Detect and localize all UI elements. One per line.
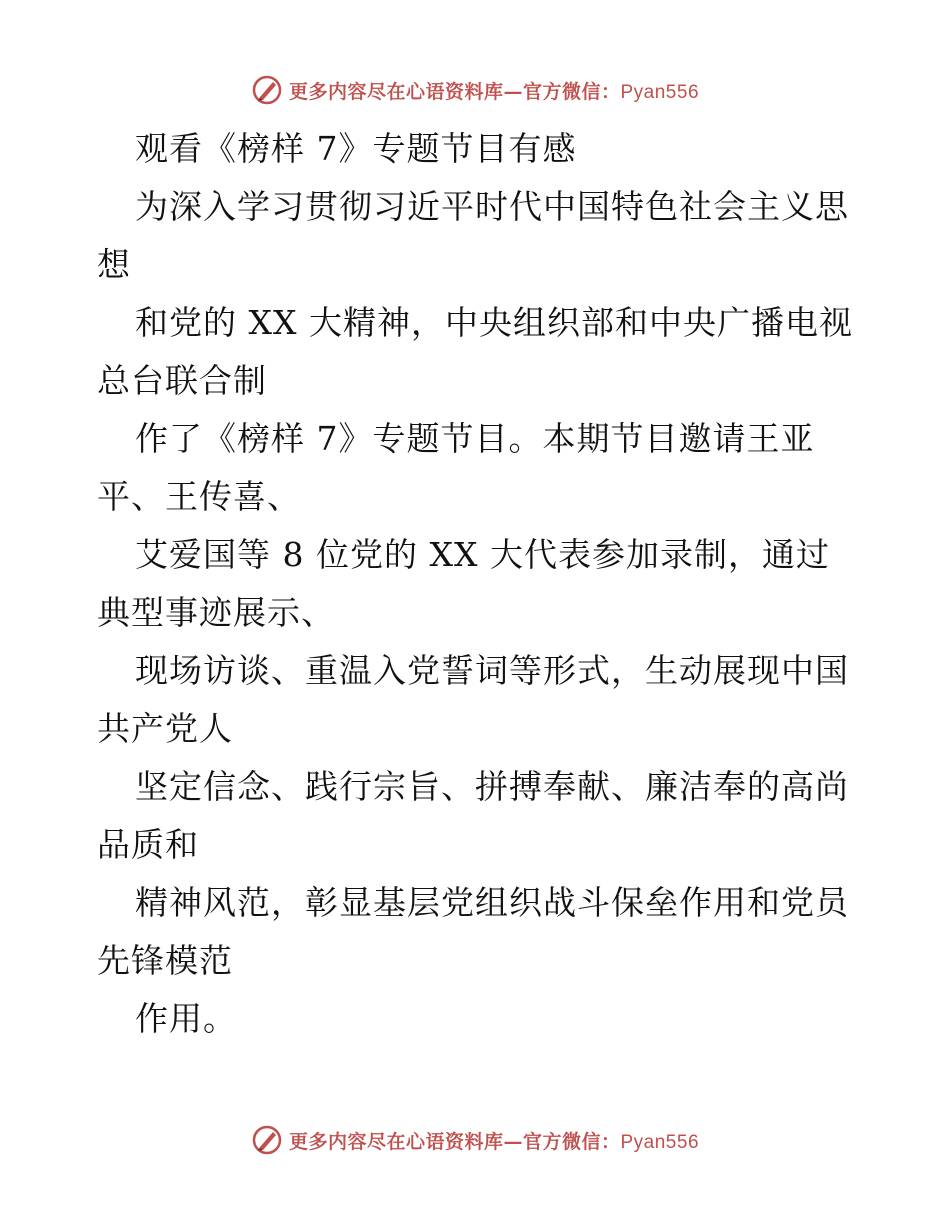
document-line: 共产党人 — [97, 709, 233, 748]
document-line: 先锋模范 — [97, 941, 233, 980]
document-line: 想 — [97, 245, 131, 284]
document-line: 典型事迹展示、 — [97, 593, 335, 632]
footer-banner — [0, 1120, 950, 1160]
document-line: 总台联合制 — [97, 361, 267, 400]
document-line: 精神风范，彰显基层党组织战斗保垒作用和党员 — [135, 883, 849, 922]
document-line: 平、王传喜、 — [97, 477, 301, 516]
pen-logo-icon — [251, 1124, 283, 1156]
document-body — [97, 120, 857, 1048]
footer-banner-text: 更多内容尽在心语资料库—官方微信：Pyan556 — [288, 1130, 700, 1153]
header-banner — [0, 70, 950, 110]
document-line: 作了《榜样 7》专题节目。本期节目邀请王亚 — [135, 419, 815, 458]
document-line: 品质和 — [97, 825, 199, 864]
header-banner-text: 更多内容尽在心语资料库—官方微信：Pyan556 — [288, 80, 700, 103]
document-line: 现场访谈、重温入党誓词等形式，生动展现中国 — [135, 651, 849, 690]
pen-logo-icon — [251, 74, 283, 106]
document-line: 观看《榜样 7》专题节目有感 — [135, 129, 577, 168]
document-line: 作用。 — [135, 999, 237, 1038]
document-line: 坚定信念、践行宗旨、拼搏奉献、廉洁奉的高尚 — [135, 767, 849, 806]
document-line: 艾爱国等 8 位党的 XX 大代表参加录制，通过 — [135, 535, 830, 574]
document-line: 为深入学习贯彻习近平时代中国特色社会主义思 — [135, 187, 849, 226]
document-line: 和党的 XX 大精神，中央组织部和中央广播电视 — [135, 303, 853, 342]
